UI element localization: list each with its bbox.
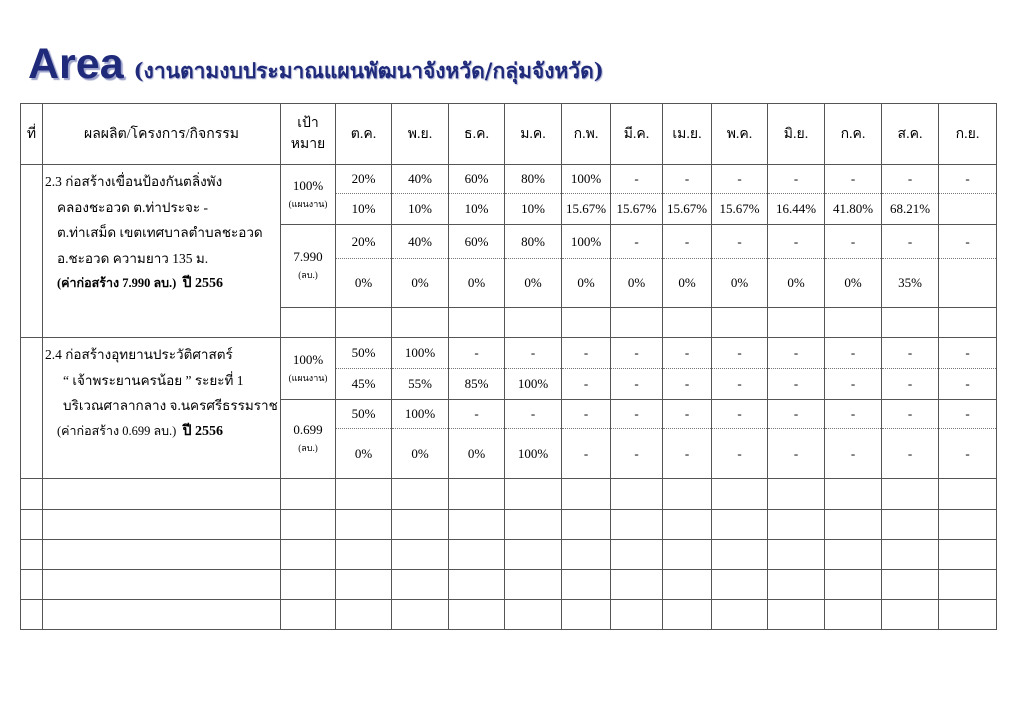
result-cell: 55% — [392, 369, 449, 400]
progress-table — [20, 103, 997, 630]
col-month-header: ต.ค. — [336, 104, 392, 165]
budget-result-cell: 100% — [505, 429, 562, 479]
plan-cell: 40% — [392, 165, 449, 194]
plan-cell: - — [611, 165, 663, 194]
project-2-3-description: 2.3 ก่อสร้างเขื่อนป้องกันตลิ่งพัง คลองชะอวด ต.ท่าประจะ - ต.ท่าเสม็ด เขตเทศบาลตำบลชะอวด อ.ชะอวด ความยาว 135 ม. (ค่าก่อสร้าง 7.990 ลบ.) ปี 2556 — [43, 165, 281, 338]
result-cell: 85% — [449, 369, 505, 400]
title-subtitle: (งานตามงบประมาณแผนพัฒนาจังหวัด/กลุ่มจังหวัด) — [133, 58, 604, 83]
result-cell: - — [611, 369, 663, 400]
budget-plan-cell: 20% — [336, 225, 392, 259]
result-cell — [939, 194, 997, 225]
plan-cell: - — [663, 165, 712, 194]
budget-result-cell: - — [939, 429, 997, 479]
plan-cell: - — [611, 338, 663, 369]
target-plan-cell: 100% (แผนงาน) — [281, 338, 336, 400]
budget-plan-cell: 40% — [392, 225, 449, 259]
empty-row — [21, 479, 997, 510]
budget-plan-cell: 100% — [392, 400, 449, 429]
table-row — [21, 338, 997, 369]
plan-cell: - — [449, 338, 505, 369]
col-month-header: มิ.ย. — [768, 104, 825, 165]
plan-cell: - — [825, 338, 882, 369]
budget-plan-cell: - — [939, 225, 997, 259]
result-cell: 10% — [505, 194, 562, 225]
col-month-header: ธ.ค. — [449, 104, 505, 165]
result-cell: - — [882, 369, 939, 400]
result-cell: 68.21% — [882, 194, 939, 225]
result-cell: 15.67% — [712, 194, 768, 225]
header-row — [21, 104, 997, 165]
result-cell: - — [768, 369, 825, 400]
col-month-header: ก.ย. — [939, 104, 997, 165]
result-cell: 100% — [505, 369, 562, 400]
budget-result-cell: - — [825, 429, 882, 479]
row-no-cell — [21, 165, 43, 338]
col-month-header: ส.ค. — [882, 104, 939, 165]
budget-plan-cell: - — [712, 400, 768, 429]
budget-result-cell: - — [712, 429, 768, 479]
budget-plan-cell: - — [768, 400, 825, 429]
budget-plan-cell: 60% — [449, 225, 505, 259]
empty-row — [21, 540, 997, 570]
plan-cell: 100% — [392, 338, 449, 369]
budget-plan-cell: - — [825, 400, 882, 429]
budget-result-cell: 0% — [336, 429, 392, 479]
plan-cell: - — [939, 165, 997, 194]
budget-plan-cell: - — [449, 400, 505, 429]
budget-result-cell: 35% — [882, 259, 939, 308]
plan-cell: - — [768, 338, 825, 369]
result-cell: 10% — [392, 194, 449, 225]
plan-cell: 80% — [505, 165, 562, 194]
result-cell: - — [663, 369, 712, 400]
result-cell: 15.67% — [663, 194, 712, 225]
row-no-cell — [21, 338, 43, 479]
target-budget-cell: 0.699 (ลบ.) — [281, 400, 336, 479]
budget-plan-cell: - — [663, 400, 712, 429]
result-cell: 41.80% — [825, 194, 882, 225]
plan-cell: 20% — [336, 165, 392, 194]
budget-plan-cell: 100% — [562, 225, 611, 259]
col-month-header: ก.พ. — [562, 104, 611, 165]
result-cell: 16.44% — [768, 194, 825, 225]
budget-result-cell: 0% — [825, 259, 882, 308]
plan-cell: 100% — [562, 165, 611, 194]
budget-plan-cell: - — [712, 225, 768, 259]
plan-cell: - — [825, 165, 882, 194]
col-month-header: พ.ย. — [392, 104, 449, 165]
budget-result-cell: 0% — [392, 259, 449, 308]
budget-result-cell: 0% — [449, 259, 505, 308]
budget-result-cell — [939, 259, 997, 308]
result-cell: 10% — [336, 194, 392, 225]
budget-plan-cell: - — [505, 400, 562, 429]
table-row — [21, 165, 997, 194]
project-2-4-description: 2.4 ก่อสร้างอุทยานประวัติศาสตร์ “ เจ้าพระยานครน้อย ” ระยะที่ 1 บริเวณศาลากลาง จ.นครศรีธรรมราช (ค่าก่อสร้าง 0.699 ลบ.) ปี 2556 — [43, 338, 281, 479]
plan-cell: 50% — [336, 338, 392, 369]
result-cell: - — [825, 369, 882, 400]
plan-cell: 60% — [449, 165, 505, 194]
budget-result-cell: 0% — [449, 429, 505, 479]
budget-plan-cell: - — [611, 225, 663, 259]
budget-plan-cell: - — [825, 225, 882, 259]
result-cell: 15.67% — [611, 194, 663, 225]
budget-result-cell: 0% — [611, 259, 663, 308]
plan-cell: - — [663, 338, 712, 369]
plan-cell: - — [712, 338, 768, 369]
col-no-header: ที่ — [21, 104, 43, 165]
title-main: Area — [28, 40, 124, 88]
result-cell: - — [562, 369, 611, 400]
plan-cell: - — [505, 338, 562, 369]
budget-plan-cell: - — [663, 225, 712, 259]
budget-plan-cell: - — [939, 400, 997, 429]
result-cell: - — [712, 369, 768, 400]
page-title — [28, 40, 604, 96]
col-month-header: มี.ค. — [611, 104, 663, 165]
result-cell: 45% — [336, 369, 392, 400]
empty-row — [21, 510, 997, 540]
budget-result-cell: - — [882, 429, 939, 479]
plan-cell: - — [882, 338, 939, 369]
budget-result-cell: 0% — [768, 259, 825, 308]
result-cell: 10% — [449, 194, 505, 225]
col-target-header: เป้า หมาย — [281, 104, 336, 165]
budget-plan-cell: 80% — [505, 225, 562, 259]
col-activity-header: ผลผลิต/โครงการ/กิจกรรม — [43, 104, 281, 165]
plan-cell: - — [712, 165, 768, 194]
budget-plan-cell: 50% — [336, 400, 392, 429]
plan-cell: - — [768, 165, 825, 194]
result-cell: - — [939, 369, 997, 400]
budget-plan-cell: - — [882, 225, 939, 259]
result-cell: 15.67% — [562, 194, 611, 225]
budget-result-cell: 0% — [663, 259, 712, 308]
col-month-header: ม.ค. — [505, 104, 562, 165]
budget-plan-cell: - — [611, 400, 663, 429]
budget-plan-cell: - — [562, 400, 611, 429]
empty-row — [21, 570, 997, 600]
plan-cell: - — [562, 338, 611, 369]
col-month-header: พ.ค. — [712, 104, 768, 165]
budget-plan-cell: - — [882, 400, 939, 429]
plan-cell: - — [882, 165, 939, 194]
col-month-header: เม.ย. — [663, 104, 712, 165]
budget-result-cell: 0% — [712, 259, 768, 308]
col-month-header: ก.ค. — [825, 104, 882, 165]
budget-result-cell: 0% — [505, 259, 562, 308]
budget-plan-cell: - — [768, 225, 825, 259]
plan-cell: - — [939, 338, 997, 369]
budget-result-cell: - — [768, 429, 825, 479]
target-budget-cell: 7.990 (ลบ.) — [281, 225, 336, 308]
empty-row — [21, 600, 997, 630]
budget-result-cell: - — [611, 429, 663, 479]
budget-result-cell: 0% — [336, 259, 392, 308]
budget-result-cell: 0% — [392, 429, 449, 479]
target-plan-cell: 100% (แผนงาน) — [281, 165, 336, 225]
budget-result-cell: 0% — [562, 259, 611, 308]
budget-result-cell: - — [663, 429, 712, 479]
budget-result-cell: - — [562, 429, 611, 479]
